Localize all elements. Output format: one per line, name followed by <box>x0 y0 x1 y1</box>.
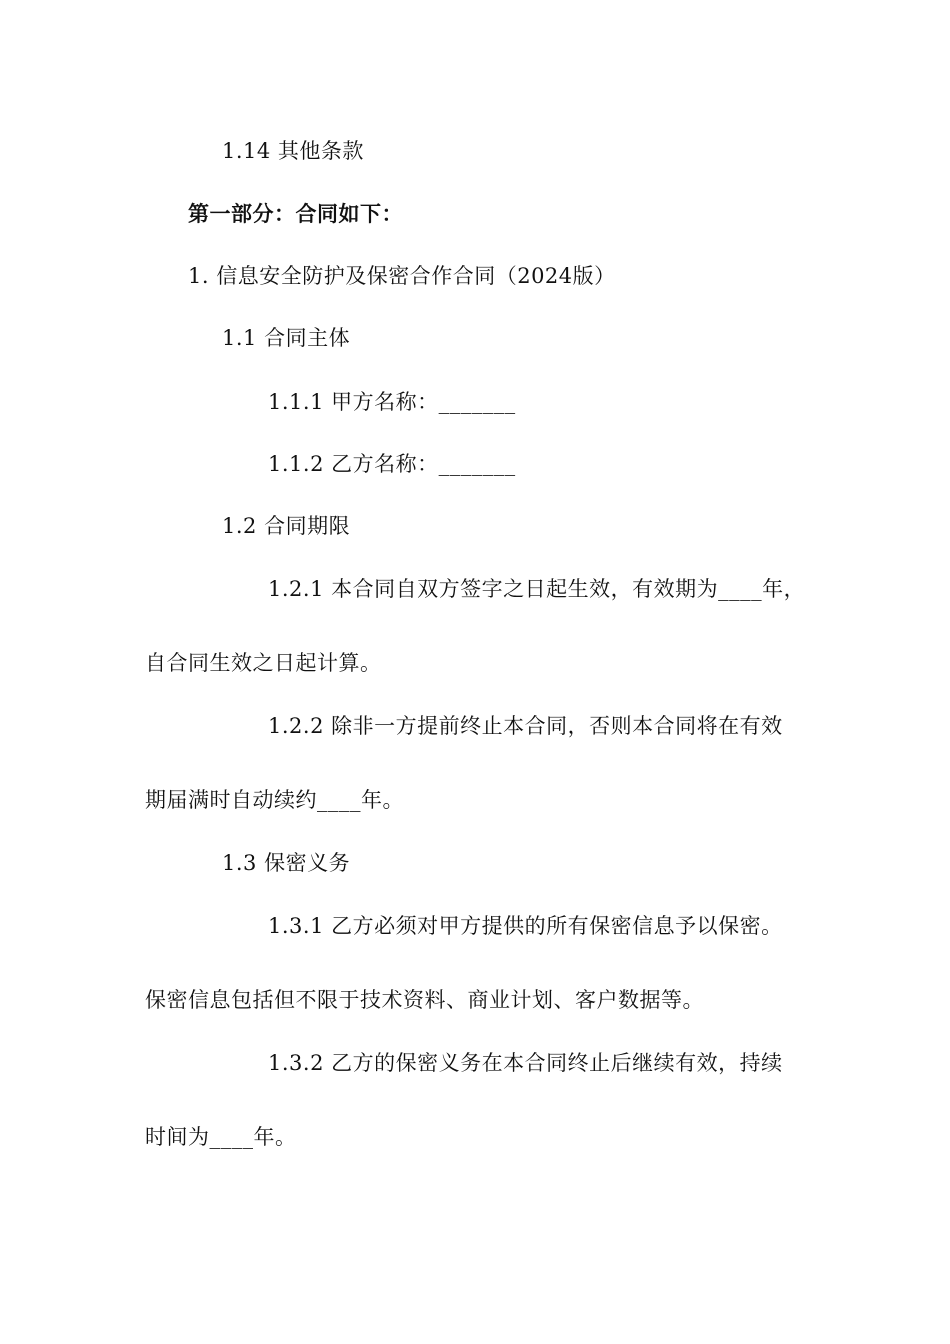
contract-title: 1. 信息安全防护及保密合作合同（2024版） <box>188 264 616 288</box>
clause-1-2-2-line-1: 1.2.2 除非一方提前终止本合同，否则本合同将在有效 <box>268 714 783 738</box>
clause-1-3-1-line-1: 1.3.1 乙方必须对甲方提供的所有保密信息予以保密。 <box>268 914 783 938</box>
clause-1-1-heading: 1.1 合同主体 <box>222 326 351 350</box>
clause-1-3-2-line-1: 1.3.2 乙方的保密义务在本合同终止后继续有效，持续 <box>268 1051 783 1075</box>
part-one-heading: 第一部分：合同如下： <box>188 202 403 226</box>
clause-1-2-1-line-2: 自合同生效之日起计算。 <box>145 651 382 675</box>
clause-1-3-heading: 1.3 保密义务 <box>222 851 351 875</box>
clause-1-3-1-line-2: 保密信息包括但不限于技术资料、商业计划、客户数据等。 <box>145 988 704 1012</box>
clause-1-2-2-line-2: 期届满时自动续约____年。 <box>145 788 404 812</box>
clause-1-2-heading: 1.2 合同期限 <box>222 514 351 538</box>
clause-1-14-heading: 1.14 其他条款 <box>222 139 364 163</box>
clause-1-3-2-line-2: 时间为____年。 <box>145 1125 297 1149</box>
clause-1-1-2: 1.1.2 乙方名称：_______ <box>268 452 516 476</box>
clause-1-1-1: 1.1.1 甲方名称：_______ <box>268 390 516 414</box>
clause-1-2-1-line-1: 1.2.1 本合同自双方签字之日起生效，有效期为____年， <box>268 577 806 601</box>
